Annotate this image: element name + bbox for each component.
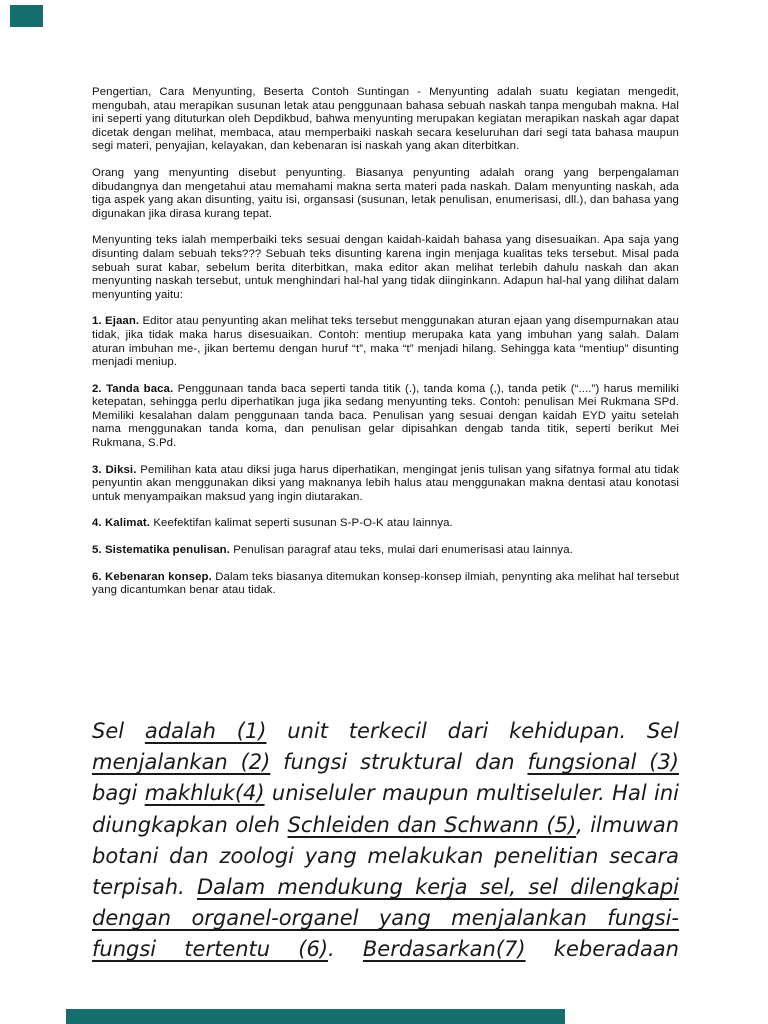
paragraph: Orang yang menyunting disebut penyunting. Biasanya penyunting adalah orang yang berpengalaman dibudangnya dan mengetahui atau memahami makna serta materi pada naskah. Dalam menyunting naskah, ada tiga aspek yang akan disunting, yaitu isi, organsasi (susunan, letak penulisan, enumerisasi, dll.), dan bahasa yang digunakan jika dirasa kurang tepat. bbox=[92, 166, 679, 220]
exercise-text-segment: keberadaan bbox=[525, 937, 679, 962]
numbered-item-lead: 5. Sistematika penulisan. bbox=[92, 544, 234, 557]
exercise-text-segment: fungsi struktural dan bbox=[270, 750, 528, 775]
exercise-text-segment: Sel bbox=[92, 719, 145, 743]
exercise-text-segment: unit terkecil dari kehidupan. Sel bbox=[266, 719, 679, 743]
paragraph: Menyunting teks ialah memperbaiki teks sesuai dengan kaidah-kaidah bahasa yang disesuaikan. Apa saja yang disunting dalam sebuah teks??? Sebuah teks disunting karena ingin menjaga kualitas teks tersebut. Misal pada sebuah surat kabar, sebelum berita diterbitkan, maka editor akan melihat terlebih dahulu naskah dan akan menyunting naskah tersebut, untuk menghindari hal-hal yang tidak diinginkann. Adapun hal-hal yang dilihat dalam menyunting yaitu: bbox=[92, 234, 679, 301]
underlined-blank-segment: menjalankan (2) bbox=[92, 750, 271, 775]
numbered-item-lead: 2. Tanda baca. bbox=[92, 382, 178, 395]
numbered-item: 2. Tanda baca. Penggunaan tanda baca seperti tanda titik (.), tanda koma (,), tanda petik (“....”) harus memiliki ketepatan, sehingga perlu diperhatikan juga jika sedang menyunting teks. Contoh: penulisan Mei Rukmana SPd. Memiliki kesalahan dalam penggunaan tanda baca. Penulisan yang sesuai dengan kaidah EYD yaitu setelah nama menggunakan tanda koma, dan penulisan gelar dipisahkan dengab tanda titik, seperti berikut Mei Rukmana, S.Pd. bbox=[92, 382, 679, 450]
paragraph: Pengertian, Cara Menyunting, Beserta Contoh Suntingan - Menyunting adalah suatu kegiatan mengedit, mengubah, atau merapikan susunan letak atau penggunaan bahasa sebuah naskah tanpa mengubah makna. Hal ini seperti yang dituturkan oleh Depdikbud, bahwa menyunting merupakan kegiatan merapikan naskah agar dapat dicetak dengan melihat, membaca, atau memperbaiki naskah secara keseluruhan dari segi tata bahasa maupun segi materi, penyajian, kelayakan, dan kebenaran isi naskah yang akan diterbitkan. bbox=[92, 86, 679, 153]
numbered-item-lead: 4. Kalimat. bbox=[92, 517, 154, 530]
underlined-blank-segment: Berdasarkan(7) bbox=[362, 937, 526, 962]
underlined-blank-segment: adalah (1) bbox=[144, 719, 267, 743]
underlined-blank-segment: fungsional (3) bbox=[527, 750, 679, 775]
numbered-item-lead: 6. Kebenaran konsep. bbox=[92, 570, 216, 583]
numbered-item-lead: 1. Ejaan. bbox=[92, 315, 143, 328]
numbered-item-lead: 3. Diksi. bbox=[92, 463, 141, 476]
footer-mark bbox=[66, 1009, 565, 1024]
exercise-paragraph bbox=[92, 716, 679, 966]
article-body bbox=[92, 86, 679, 611]
exercise-block bbox=[92, 716, 679, 966]
exercise-text-segment: . bbox=[328, 937, 363, 962]
exercise-text-segment: , ilmuwan botani dan zoologi yang melakukan penelitian secara terpisah. bbox=[92, 812, 679, 900]
numbered-item: 1. Ejaan. Editor atau penyunting akan melihat teks tersebut menggunakan aturan ejaan yang disempurnakan atau tidak, jika tidak maka harus disesuaikan. Contoh: mentiup merupaka kata yang imbuhan yang salah. Dalam aturan imbuhan me-, jikan bertemu dengan huruf “t”, maka “t” menjadi hilang. Sehingga kata “mentiup” disunting menjadi meniup. bbox=[92, 315, 679, 369]
numbered-item: 5. Sistematika penulisan. Penulisan paragraf atau teks, mulai dari enumerisasi atau lainnya. bbox=[92, 544, 573, 557]
numbered-item: 3. Diksi. Pemilihan kata atau diksi juga harus diperhatikan, mengingat jenis tulisan yang sifatnya formal atu tidak penyuntin akan menggunakan diksi yang maknanya lebih halus atau menggunakan makna dentasi atau konotasi untuk menyampaikan maksud yang ingin diutarakan. bbox=[92, 463, 679, 503]
underlined-blank-segment: makhluk(4) bbox=[144, 781, 265, 806]
numbered-item: 6. Kebenaran konsep. Dalam teks biasanya ditemukan konsep-konsep ilmiah, penynting aka melihat hal tersebut yang dicantumkan benar atau tidak. bbox=[92, 570, 679, 597]
numbered-item: 4. Kalimat. Keefektifan kalimat seperti susunan S-P-O-K atau lainnya. bbox=[92, 517, 453, 530]
corner-mark bbox=[10, 5, 43, 27]
exercise-text-segment: bagi bbox=[92, 781, 145, 806]
underlined-blank-segment: Dalam mendukung kerja sel, sel dilengkapi dengan organel-organel yang menjalankan fungsi-fungsi tertentu (6) bbox=[92, 875, 680, 962]
underlined-blank-segment: Schleiden dan Schwann (5) bbox=[287, 812, 577, 837]
exercise-text-segment: uniseluler maupun multiseluler. Hal ini diungkapkan oleh bbox=[92, 781, 680, 837]
